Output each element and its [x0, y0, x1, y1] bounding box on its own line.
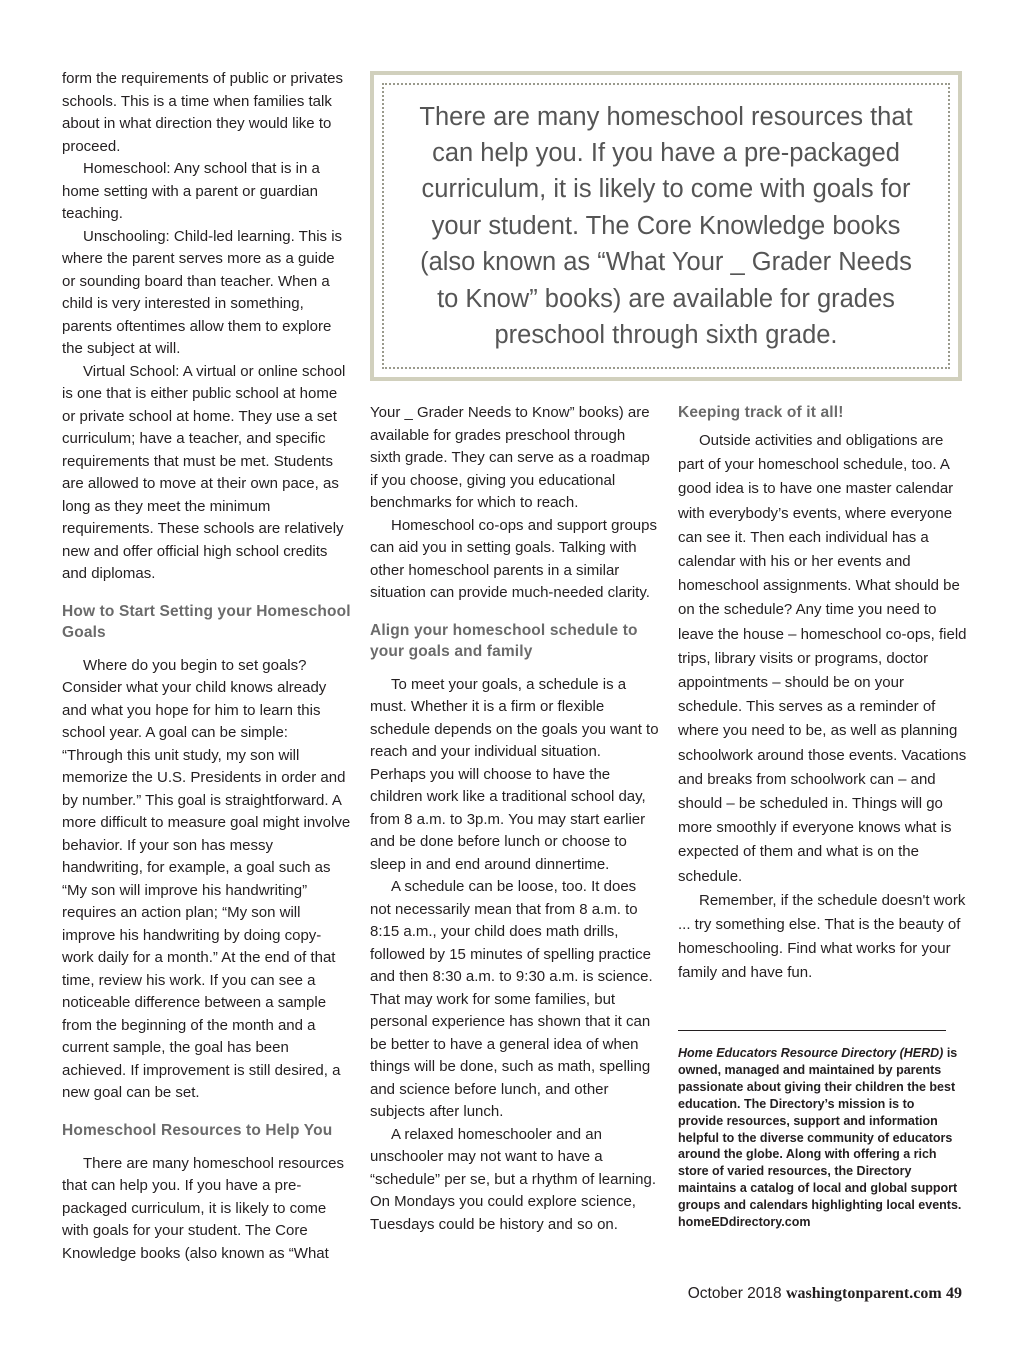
footer-date: October 2018	[687, 1285, 782, 1302]
paragraph-coops: Homeschool co-ops and support groups can aid you in setting goals. Talking with other homeschool parents in a similar situation can provide much-needed clarity.	[370, 516, 657, 601]
paragraph-unschooling-definition: Unschooling: Child-led learning. This is where the parent serves more as a guide or sounding board than teacher. When a child is very interested in something, parents oftentimes allow them to explore the subject at will.	[62, 227, 343, 357]
paragraph-continued: Your _ Grader Needs to Know” books) are available for grades preschool through sixth grade. They can serve as a roadmap if you choose, giving you educational benchmarks for which to reach.	[370, 404, 650, 511]
paragraph-outside-activities: Outside activities and obligations are part of your homeschool schedule, too. A good idea is to have one master calendar with everybody’s events, where everyone can see it. Then each individual has a calendar with his or her events and homeschool assignments. What should be on the schedule? Any time you need to leave the house – homeschool co-ops, field trips, library visits or programs, doctor appointments – should be on your schedule. This serves as a reminder of where you need to be, as well as planning schoolwork around those events. Vacations and breaks from schoolwork can – and should – be scheduled in. Things will go more smoothly if everyone knows what is expected of them and what is on the schedule.	[678, 432, 967, 885]
pull-quote-box	[370, 71, 962, 381]
pull-quote-dotted-frame	[382, 83, 950, 369]
article-column-1	[62, 68, 352, 1265]
paragraph-goals: Where do you begin to set goals? Consider what your child knows already and what you hope for him to learn this school year. A goal can be simple: “Through this unit study, my son will memorize the U.S. Presidents in order and by number.” This goal is straightforward. A more difficult to measure goal might involve behavior. If your son has messy handwriting, for example, a goal such as “My son will improve his handwriting” requires an action plan; “My son will improve his handwriting by doing copy-work daily for a month.” At the end of that time, review his work. If you can see a noticeable difference between a sample from the beginning of the month and a current sample, the goal has been achieved. If improvement is still desired, a new goal can be set.	[62, 656, 351, 1101]
bio-org-name: Home Educators Resource Directory (HERD)	[678, 1046, 944, 1060]
divider-rule	[678, 1030, 946, 1031]
paragraph-schedule: To meet your goals, a schedule is a must. Whether it is a firm or flexible schedule depends on the goals you want to reach and your individual situation. Perhaps you will choose to have the children work like a traditional school day, from 8 a.m. to 3p.m. You may start earlier and be done before lunch or choose to sleep in and end around dinnertime.	[370, 675, 659, 873]
paragraph-resources: There are many homeschool resources that can help you. If you have a pre-packaged curriculum, it is likely to come with goals for your student. The Core Knowledge books (also known as “What	[62, 1154, 344, 1262]
bio-website-link[interactable]: homeEDdirectory.com	[678, 1215, 811, 1230]
bio-text: is owned, managed and maintained by parents passionate about giving their children the best education. The Directory’s mission is to provide resources, support and information helpful to the diverse community of educators around the globe. Along with offering a rich store of varied resources, the Directory maintains a catalog of local and global support groups and calendars highlighting local events.	[678, 1046, 962, 1213]
paragraph-virtual-school-definition: Virtual School: A virtual or online school is one that is either public school at home or private school at home. They use a set curriculum; have a teacher, and specific requirements that must be met. Students are allowed to move at their own pace, as long as they meet the minimum requirements. These schools are relatively new and offer official high school credits and diplomas.	[62, 362, 346, 582]
subheading-align-schedule: Align your homeschool schedule to your goals and family	[370, 621, 638, 660]
page-number: 49	[946, 1285, 962, 1302]
paragraph: form the requirements of public or privates schools. This is a time when families talk about in what direction they would like to proceed.	[62, 70, 343, 155]
paragraph-relaxed: A relaxed homeschooler and an unschooler may not want to have a “schedule” per se, but a rhythm of learning. On Mondays you could explore science, Tuesdays could be history and so on.	[370, 1125, 656, 1233]
subheading-keeping-track: Keeping track of it all!	[678, 404, 844, 421]
author-bio	[678, 1045, 963, 1231]
paragraph-homeschool-definition: Homeschool: Any school that is in a home setting with a parent or guardian teaching.	[62, 160, 320, 222]
subheading-resources: Homeschool Resources to Help You	[62, 1121, 333, 1139]
footer-site: washingtonparent.com	[785, 1285, 942, 1302]
article-column-2	[370, 402, 660, 1236]
pull-quote-text: There are many homeschool resources that can help you. If you have a pre-packaged curriculum, it is likely to come with goals for your student. The Core Knowledge books (also known as “What Your _ Grader Needs to Know” books) are available for grades preschool through sixth grade.	[419, 102, 913, 350]
paragraph-remember: Remember, if the schedule doesn't work ... try something else. That is the beauty of homeschooling. Find what works for your family and have fun.	[678, 891, 966, 982]
paragraph-loose-schedule: A schedule can be loose, too. It does not necessarily mean that from 8 a.m. to 8:15 a.m., your child does math drills, followed by 15 minutes of spelling practice and then 8:30 a.m. to 9:30 a.m. is science. That may work for some families, but personal experience has shown that it can be better to have a general idea of when things will be done, such as math, spelling and science before lunch, and other subjects after lunch.	[370, 878, 653, 1120]
page-footer	[688, 1285, 962, 1303]
subheading-setting-goals: How to Start Setting your Homeschool Goals	[62, 602, 351, 641]
article-column-3	[678, 402, 968, 986]
